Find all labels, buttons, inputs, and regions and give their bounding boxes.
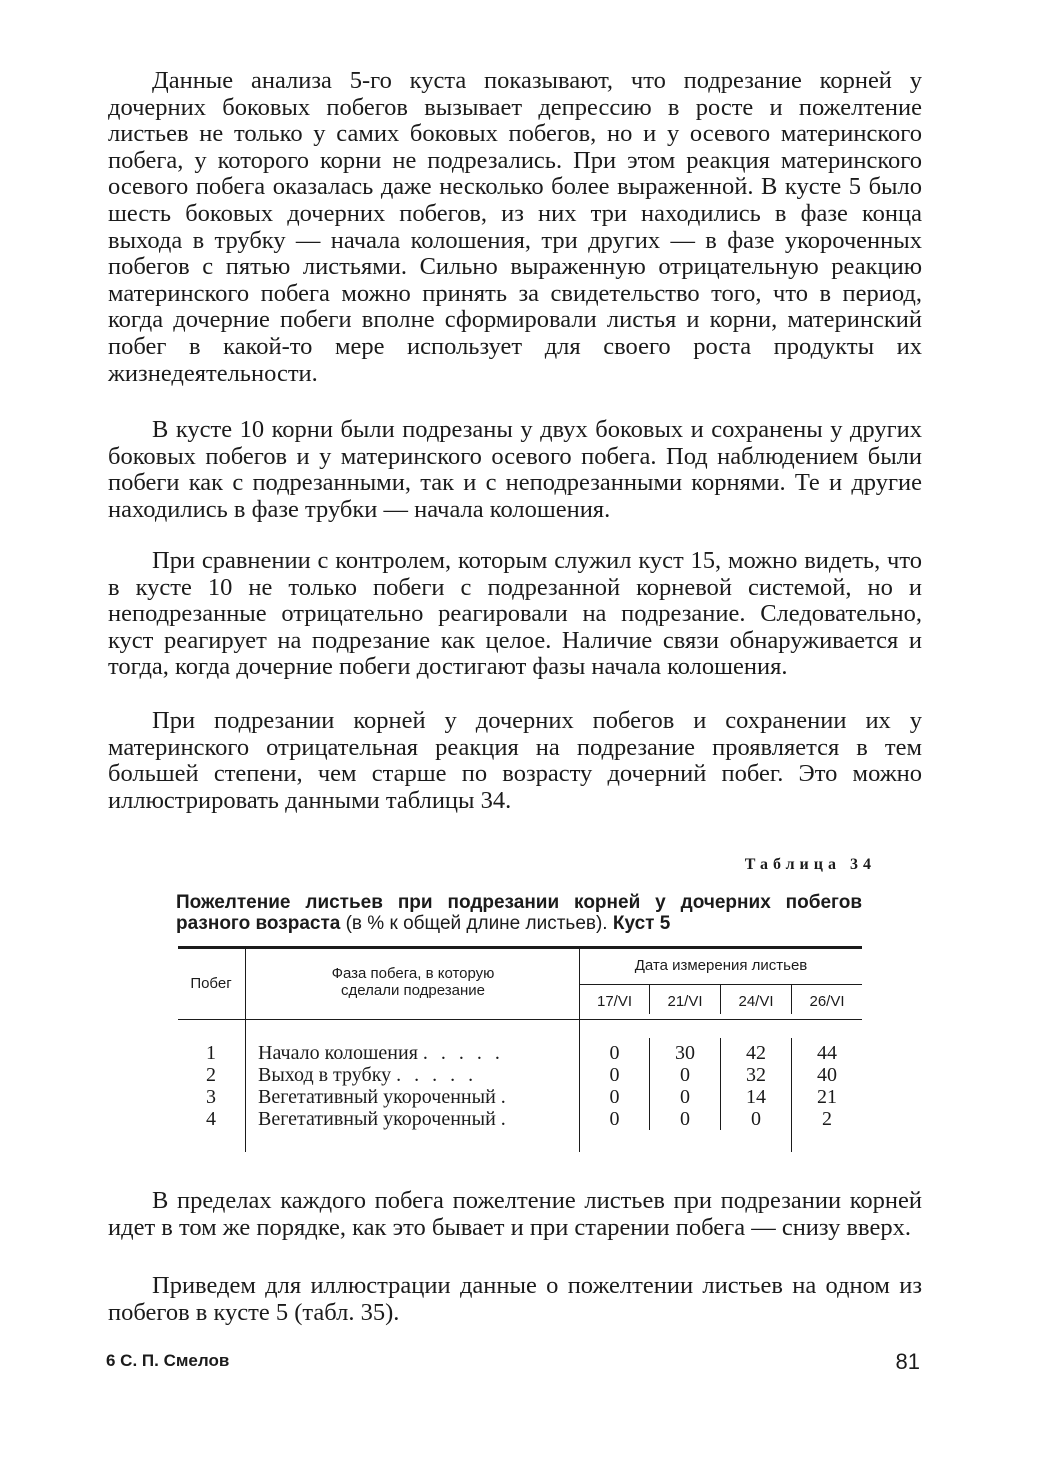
table-top-rule <box>178 946 862 949</box>
row-4-phase: Вегетативный укороченный . <box>258 1108 510 1130</box>
header-phase-line1: Фаза побега, в которую <box>331 965 495 982</box>
row-3-value-1: 0 <box>609 1086 620 1108</box>
row-4-shoot: 4 <box>206 1108 216 1130</box>
table-caption <box>176 892 862 934</box>
table-col-rule-1 <box>245 949 246 1152</box>
header-date-1: 17/VI <box>596 993 633 1010</box>
paragraph-6: Приведем для иллюстрации данные о пожелтении листьев на одном из побегов в кусте 5 (табл. 35). <box>108 1272 922 1326</box>
table-header-rule <box>178 1019 862 1020</box>
paragraph-4: При подрезании корней у дочерних побегов и сохранении их у материнского отрицательная реакция на подрезание проявляется в тем большей степени, чем старше по возрасту дочерний побег. Это можно иллюстрировать данными таблицы 34. <box>108 707 922 814</box>
header-date-group: Дата измерения листьев <box>634 957 808 974</box>
row-4-value-4: 2 <box>822 1108 832 1130</box>
row-3-value-4: 21 <box>817 1086 837 1108</box>
caption-bold-end: Куст 5 <box>612 913 671 934</box>
row-3-shoot: 3 <box>206 1086 216 1108</box>
row-3-phase: Вегетативный укороченный . <box>258 1086 510 1108</box>
paragraph-1: Данные анализа 5-го куста показывают, что подрезание корней у дочерних боковых побегов вызывает депрессию в росте и пожелтение листьев не только у самих боковых побегов, но и у осевого материнского побега, у которого корни не подрезались. При этом реакция материнского осевого побега оказалась даже несколько более выраженной. В кусте 5 было шесть боковых дочерних побегов, из них три находились в фазе конца выхода в трубку — начала колошения, три других — в фазе укороченных побегов с пятью листьями. Сильно выраженную отрицательную реакцию материнского побега можно принять за свидетельство того, что в период, когда дочерние побеги вполне сформировали листья и корни, материнский побег в какой-то мере использует для своего роста продукты их жизнедеятельности. <box>108 67 922 387</box>
row-2-shoot: 2 <box>206 1064 216 1086</box>
paragraph-5: В пределах каждого побега пожелтение листьев при подрезании корней идет в том же порядке, как это бывает и при старении побега — снизу вверх. <box>108 1187 922 1241</box>
header-date-4: 26/VI <box>809 993 845 1010</box>
header-phase-line2: сделали подрезание <box>341 982 485 999</box>
row-2-value-2: 0 <box>680 1064 690 1086</box>
row-3-value-3: 14 <box>746 1086 766 1108</box>
row-2-value-4: 40 <box>817 1064 837 1086</box>
row-1-value-1: 0 <box>609 1042 620 1064</box>
row-2-value-1: 0 <box>609 1064 620 1086</box>
header-date-2: 21/VI <box>667 993 703 1010</box>
table-date-rule <box>580 984 862 985</box>
row-1-phase: Начало колошения . . . . . <box>258 1042 504 1064</box>
row-1-value-2: 30 <box>675 1042 695 1064</box>
row-1-shoot: 1 <box>206 1042 216 1064</box>
row-4-value-1: 0 <box>609 1108 620 1130</box>
row-4-value-2: 0 <box>680 1108 690 1130</box>
row-1-value-4: 44 <box>817 1042 837 1064</box>
caption-normal-part: (в % к общей длине листьев). <box>340 913 613 934</box>
row-4-value-3: 0 <box>751 1108 761 1130</box>
header-date-3: 24/VI <box>738 993 774 1010</box>
row-2-phase: Выход в трубку . . . . . <box>258 1064 478 1086</box>
paragraph-3: При сравнении с контролем, которым служил куст 15, можно видеть, что в кусте 10 не только побеги с подрезанной корневой системой, но и неподрезанные отрицательно реагировали на подрезание. Следовательно, куст реагирует на подрезание как целое. Наличие связи обнаруживается и тогда, когда дочерние побеги достигают фазы начала колошения. <box>108 547 922 681</box>
table-label: Таблица 34 <box>744 856 876 873</box>
paragraph-2: В кусте 10 корни были подрезаны у двух боковых и сохранены у других боковых побегов и у материнского осевого побега. Под наблюдением были побеги как с подрезанными, так и с неподрезанными корнями. Те и другие находились в фазе трубки — начала колошения. <box>108 416 922 523</box>
row-2-value-3: 32 <box>746 1064 766 1086</box>
signature-mark: 6 С. П. Смелов <box>106 1351 230 1370</box>
page-number: 81 <box>895 1349 920 1374</box>
row-1-value-3: 42 <box>746 1042 766 1064</box>
row-3-value-2: 0 <box>680 1086 690 1108</box>
header-shoot: Побег <box>190 975 232 992</box>
data-table <box>178 946 862 1154</box>
caption-bold-part: Пожелтение листьев при подрезании корней у дочерних побегов разного возраста <box>176 892 862 934</box>
